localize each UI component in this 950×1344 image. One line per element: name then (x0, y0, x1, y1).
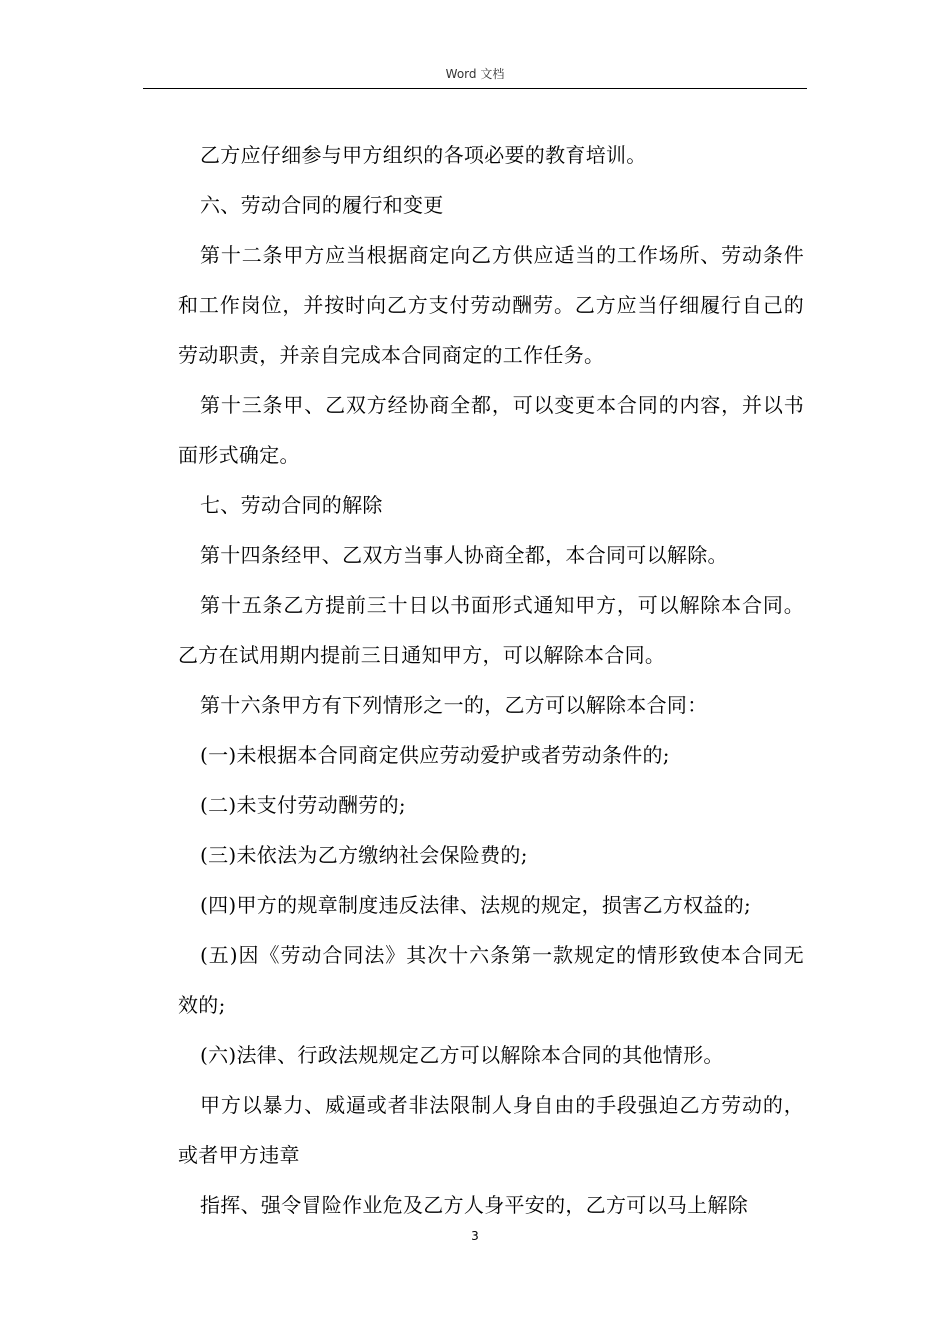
paragraph: 第十四条经甲、乙双方当事人协商全都，本合同可以解除。 (200, 543, 728, 567)
paragraph: 第十五条乙方提前三十日以书面形式通知甲方，可以解除本合同。乙方在试用期内提前三日通知甲方，可以解除本合同。 (178, 593, 804, 667)
section-heading: 七、劳动合同的解除 (200, 493, 383, 517)
header-divider (143, 88, 807, 89)
list-item: (六)法律、行政法规规定乙方可以解除本合同的其他情形。 (200, 1043, 724, 1067)
paragraph: 第十二条甲方应当根据商定向乙方供应适当的工作场所、劳动条件和工作岗位，并按时向乙方支付劳动酬劳。乙方应当仔细履行自己的劳动职责，并亲自完成本合同商定的工作任务。 (178, 243, 804, 367)
list-item: (四)甲方的规章制度违反法律、法规的规定，损害乙方权益的; (200, 893, 752, 917)
paragraph: 第十三条甲、乙双方经协商全都，可以变更本合同的内容，并以书面形式确定。 (178, 393, 804, 467)
page-header: Word 文档 (445, 67, 505, 81)
paragraph: 第十六条甲方有下列情形之一的，乙方可以解除本合同： (200, 693, 708, 717)
paragraph: 乙方应仔细参与甲方组织的各项必要的教育培训。 (200, 143, 647, 167)
section-heading: 六、劳动合同的履行和变更 (200, 193, 444, 217)
paragraph: 指挥、强令冒险作业危及乙方人身平安的，乙方可以马上解除 (200, 1193, 749, 1217)
paragraph: 甲方以暴力、威逼或者非法限制人身自由的手段强迫乙方劳动的，或者甲方违章 (178, 1093, 804, 1167)
list-item: (三)未依法为乙方缴纳社会保险费的; (200, 843, 528, 867)
list-item: (五)因《劳动合同法》其次十六条第一款规定的情形致使本合同无效的; (178, 943, 804, 1017)
list-item: (二)未支付劳动酬劳的; (200, 793, 406, 817)
list-item: (一)未根据本合同商定供应劳动爱护或者劳动条件的; (200, 743, 670, 767)
page-number: 3 (471, 1229, 479, 1243)
document-body (178, 130, 804, 1230)
